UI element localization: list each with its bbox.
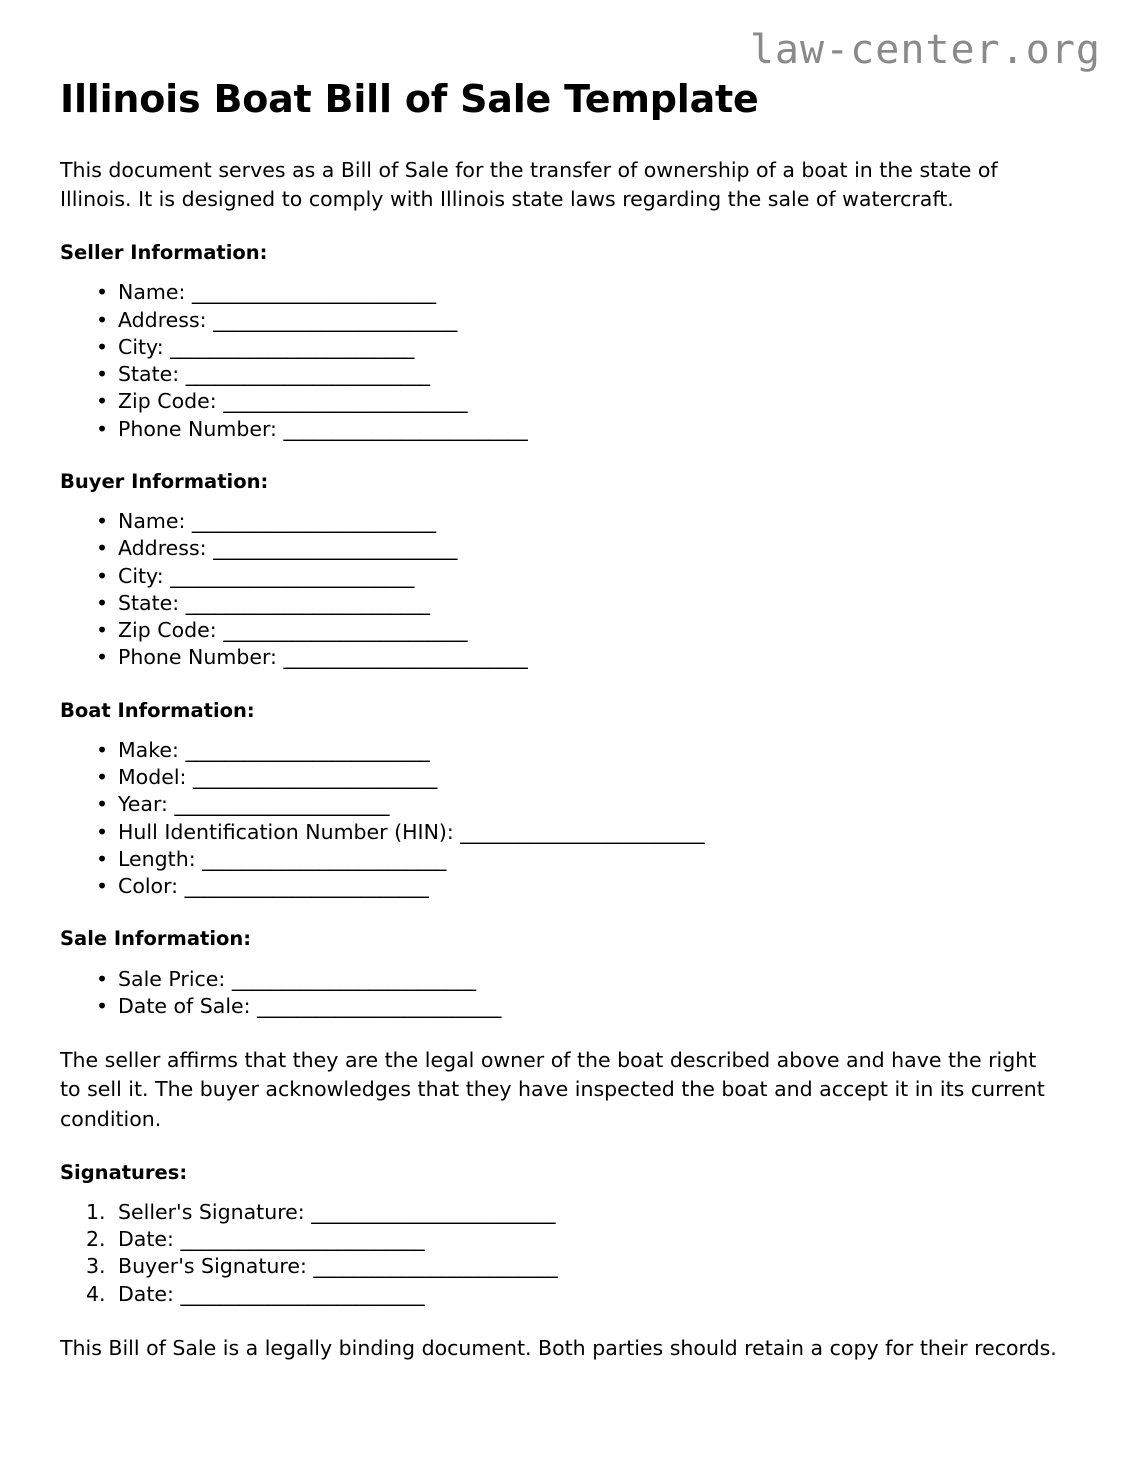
field-label: Year:: [118, 792, 168, 817]
field-label: Phone Number:: [118, 416, 277, 441]
intro-paragraph: This document serves as a Bill of Sale for the transfer of ownership of a boat in the state of Illinois. It is designed to comply with Illinois state laws regarding the sale of watercraft.: [60, 157, 998, 211]
list-item: [96, 737, 1073, 764]
field-blank[interactable]: _________________________: [180, 1281, 425, 1306]
field-blank[interactable]: _________________________: [313, 1254, 558, 1279]
list-item: [96, 535, 1073, 562]
field-blank[interactable]: _________________________: [283, 416, 528, 441]
list-item: [96, 388, 1073, 415]
closing-paragraph: This Bill of Sale is a legally binding document. Both parties should retain a copy for their records.: [60, 1335, 1057, 1360]
field-label: Phone Number:: [118, 645, 277, 670]
section-heading-boat: Boat Information:: [60, 698, 255, 722]
field-label: Length:: [118, 846, 196, 871]
field-blank[interactable]: _________________________: [231, 966, 476, 991]
list-item: [96, 279, 1073, 306]
list-item: [86, 1253, 1073, 1280]
seller-field-list: [60, 279, 1073, 443]
section-heading-seller: Seller Information:: [60, 240, 268, 264]
buyer-field-list: [60, 508, 1073, 672]
field-blank[interactable]: _________________________: [257, 994, 501, 1019]
list-item: [96, 307, 1073, 334]
list-item: [96, 846, 1073, 873]
field-blank[interactable]: _________________________: [311, 1199, 555, 1224]
field-label: Make:: [118, 737, 179, 762]
list-item: [96, 617, 1073, 644]
field-label: State:: [118, 590, 180, 615]
field-label: Buyer's Signature:: [118, 1254, 307, 1279]
field-blank[interactable]: _________________________: [170, 334, 414, 359]
field-label: Seller's Signature:: [118, 1199, 305, 1224]
list-item: [96, 644, 1073, 671]
field-blank[interactable]: _________________________: [283, 645, 528, 670]
field-label: Address:: [118, 536, 207, 561]
field-blank[interactable]: ______________________: [174, 792, 389, 817]
field-blank[interactable]: _________________________: [170, 563, 414, 588]
field-label: City:: [118, 563, 164, 588]
field-blank[interactable]: _________________________: [460, 819, 705, 844]
list-item: [86, 1226, 1073, 1253]
list-item: [96, 764, 1073, 791]
site-watermark: law-center.org: [749, 27, 1101, 73]
field-label: Sale Price:: [118, 966, 226, 991]
field-label: Name:: [118, 280, 186, 305]
boat-field-list: [60, 737, 1073, 901]
field-label: Date of Sale:: [118, 994, 251, 1019]
page-title: Illinois Boat Bill of Sale Template: [60, 77, 759, 121]
field-blank[interactable]: _________________________: [191, 280, 436, 305]
list-item: [86, 1199, 1073, 1226]
field-blank[interactable]: _________________________: [202, 846, 446, 871]
list-item: [96, 590, 1073, 617]
field-blank[interactable]: _________________________: [185, 362, 430, 386]
field-label: Date:: [118, 1227, 174, 1252]
field-blank[interactable]: _________________________: [223, 618, 467, 643]
list-item: [96, 993, 1073, 1020]
list-item: [96, 334, 1073, 361]
field-label: Model:: [118, 765, 187, 790]
field-blank[interactable]: _________________________: [185, 590, 430, 615]
field-label: Hull Identification Number (HIN):: [118, 819, 454, 844]
field-blank[interactable]: _________________________: [191, 509, 436, 534]
section-heading-sale: Sale Information:: [60, 927, 252, 951]
list-item: [86, 1281, 1073, 1308]
signature-list: [60, 1199, 1073, 1308]
list-item: [96, 361, 1073, 388]
field-blank[interactable]: _________________________: [180, 1227, 425, 1252]
sale-field-list: [60, 966, 1073, 1021]
affirmation-paragraph: The seller affirms that they are the legal owner of the boat described above and have the right to sell it. The buyer acknowledges that they have inspected the boat and accept it in its current condition.: [60, 1048, 1045, 1131]
field-blank[interactable]: _________________________: [213, 307, 457, 332]
field-label: Zip Code:: [118, 618, 217, 643]
field-blank[interactable]: _________________________: [223, 389, 467, 414]
section-heading-buyer: Buyer Information:: [60, 469, 269, 493]
list-item: [96, 819, 1073, 846]
field-label: Date:: [118, 1281, 174, 1306]
field-label: Name:: [118, 509, 186, 534]
list-item: [96, 508, 1073, 535]
list-item: [96, 791, 1073, 818]
field-blank[interactable]: _________________________: [213, 536, 457, 561]
field-label: Color:: [118, 874, 179, 899]
section-heading-signatures: Signatures:: [60, 1160, 188, 1184]
field-label: State:: [118, 362, 180, 386]
field-label: City:: [118, 334, 164, 359]
field-blank[interactable]: _________________________: [184, 874, 429, 899]
list-item: [96, 416, 1073, 443]
field-label: Address:: [118, 307, 207, 332]
list-item: [96, 873, 1073, 900]
field-blank[interactable]: _________________________: [185, 737, 430, 762]
list-item: [96, 563, 1073, 590]
field-blank[interactable]: _________________________: [193, 765, 437, 790]
list-item: [96, 966, 1073, 993]
field-label: Zip Code:: [118, 389, 217, 414]
